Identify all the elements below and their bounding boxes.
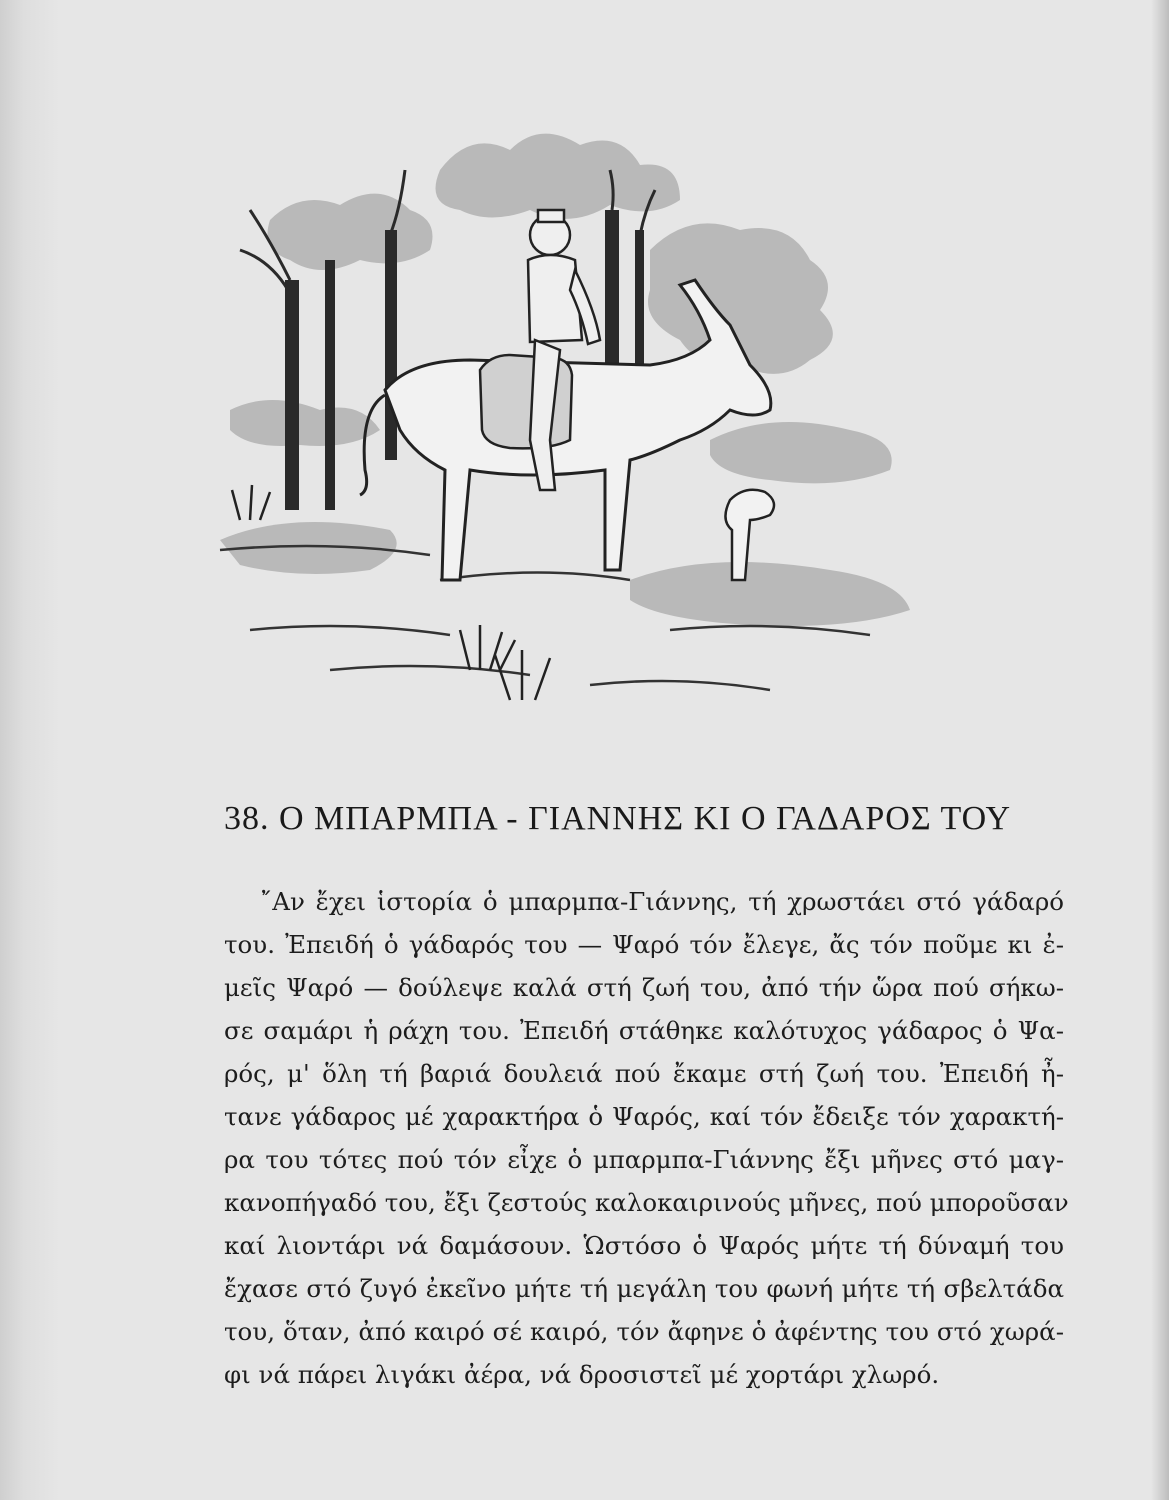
page-right-shadow [1151, 0, 1169, 1500]
body-line: του, ὅταν, ἀπό καιρό σέ καιρό, τόν ἄφηνε ὁ ἀφέντης του στό χωρά- [224, 1317, 1064, 1346]
donkey-rider-illustration [210, 110, 910, 710]
page-left-shadow [0, 0, 60, 1500]
body-line: τανε γάδαρος μέ χαρακτήρα ὁ Ψαρός, καί τόν ἔδειξε τόν χαρακτή- [224, 1102, 1064, 1131]
body-line: σε σαμάρι ἡ ράχη του. Ἐπειδή στάθηκε καλότυχος γάδαρος ὁ Ψα- [224, 1016, 1064, 1045]
body-line: ρός, μ' ὅλη τή βαριά δουλειά πού ἔκαμε στή ζωή του. Ἐπειδή ἦ- [224, 1059, 1064, 1088]
body-line: ῎Αν ἔχει ἱστορία ὁ μπαρμπα-Γιάννης, τή χρωστάει στό γάδαρό [260, 887, 1064, 916]
chapter-body [224, 880, 1069, 1396]
body-line: φι νά πάρει λιγάκι ἀέρα, νά δροσιστεῖ μέ χορτάρι χλωρό. [224, 1360, 940, 1389]
body-line: κανοπήγαδό του, ἔξι ζεστούς καλοκαιρινούς μῆνες, πού μποροῦσαν [224, 1188, 1069, 1217]
body-line: του. Ἐπειδή ὁ γάδαρός του — Ψαρό τόν ἔλεγε, ἄς τόν ποῦμε κι ἐ- [224, 930, 1064, 959]
chapter-title: 38. Ο ΜΠΑΡΜΠΑ - ΓΙΑΝΝΗΣ ΚΙ Ο ΓΑΔΑΡΟΣ ΤΟΥ [224, 800, 1012, 837]
body-line: καί λιοντάρι νά δαμάσουν. Ὡστόσο ὁ Ψαρός μήτε τή δύναμή του [224, 1231, 1064, 1260]
body-line: μεῖς Ψαρό — δούλεψε καλά στή ζωή του, ἀπό τήν ὥρα πού σήκω- [224, 973, 1064, 1002]
body-line: ρα του τότες πού τόν εἶχε ὁ μπαρμπα-Γιάννης ἔξι μῆνες στό μαγ- [224, 1145, 1064, 1174]
body-line: ἔχασε στό ζυγό ἐκεῖνο μήτε τή μεγάλη του φωνή μήτε τή σβελτάδα [224, 1274, 1064, 1303]
